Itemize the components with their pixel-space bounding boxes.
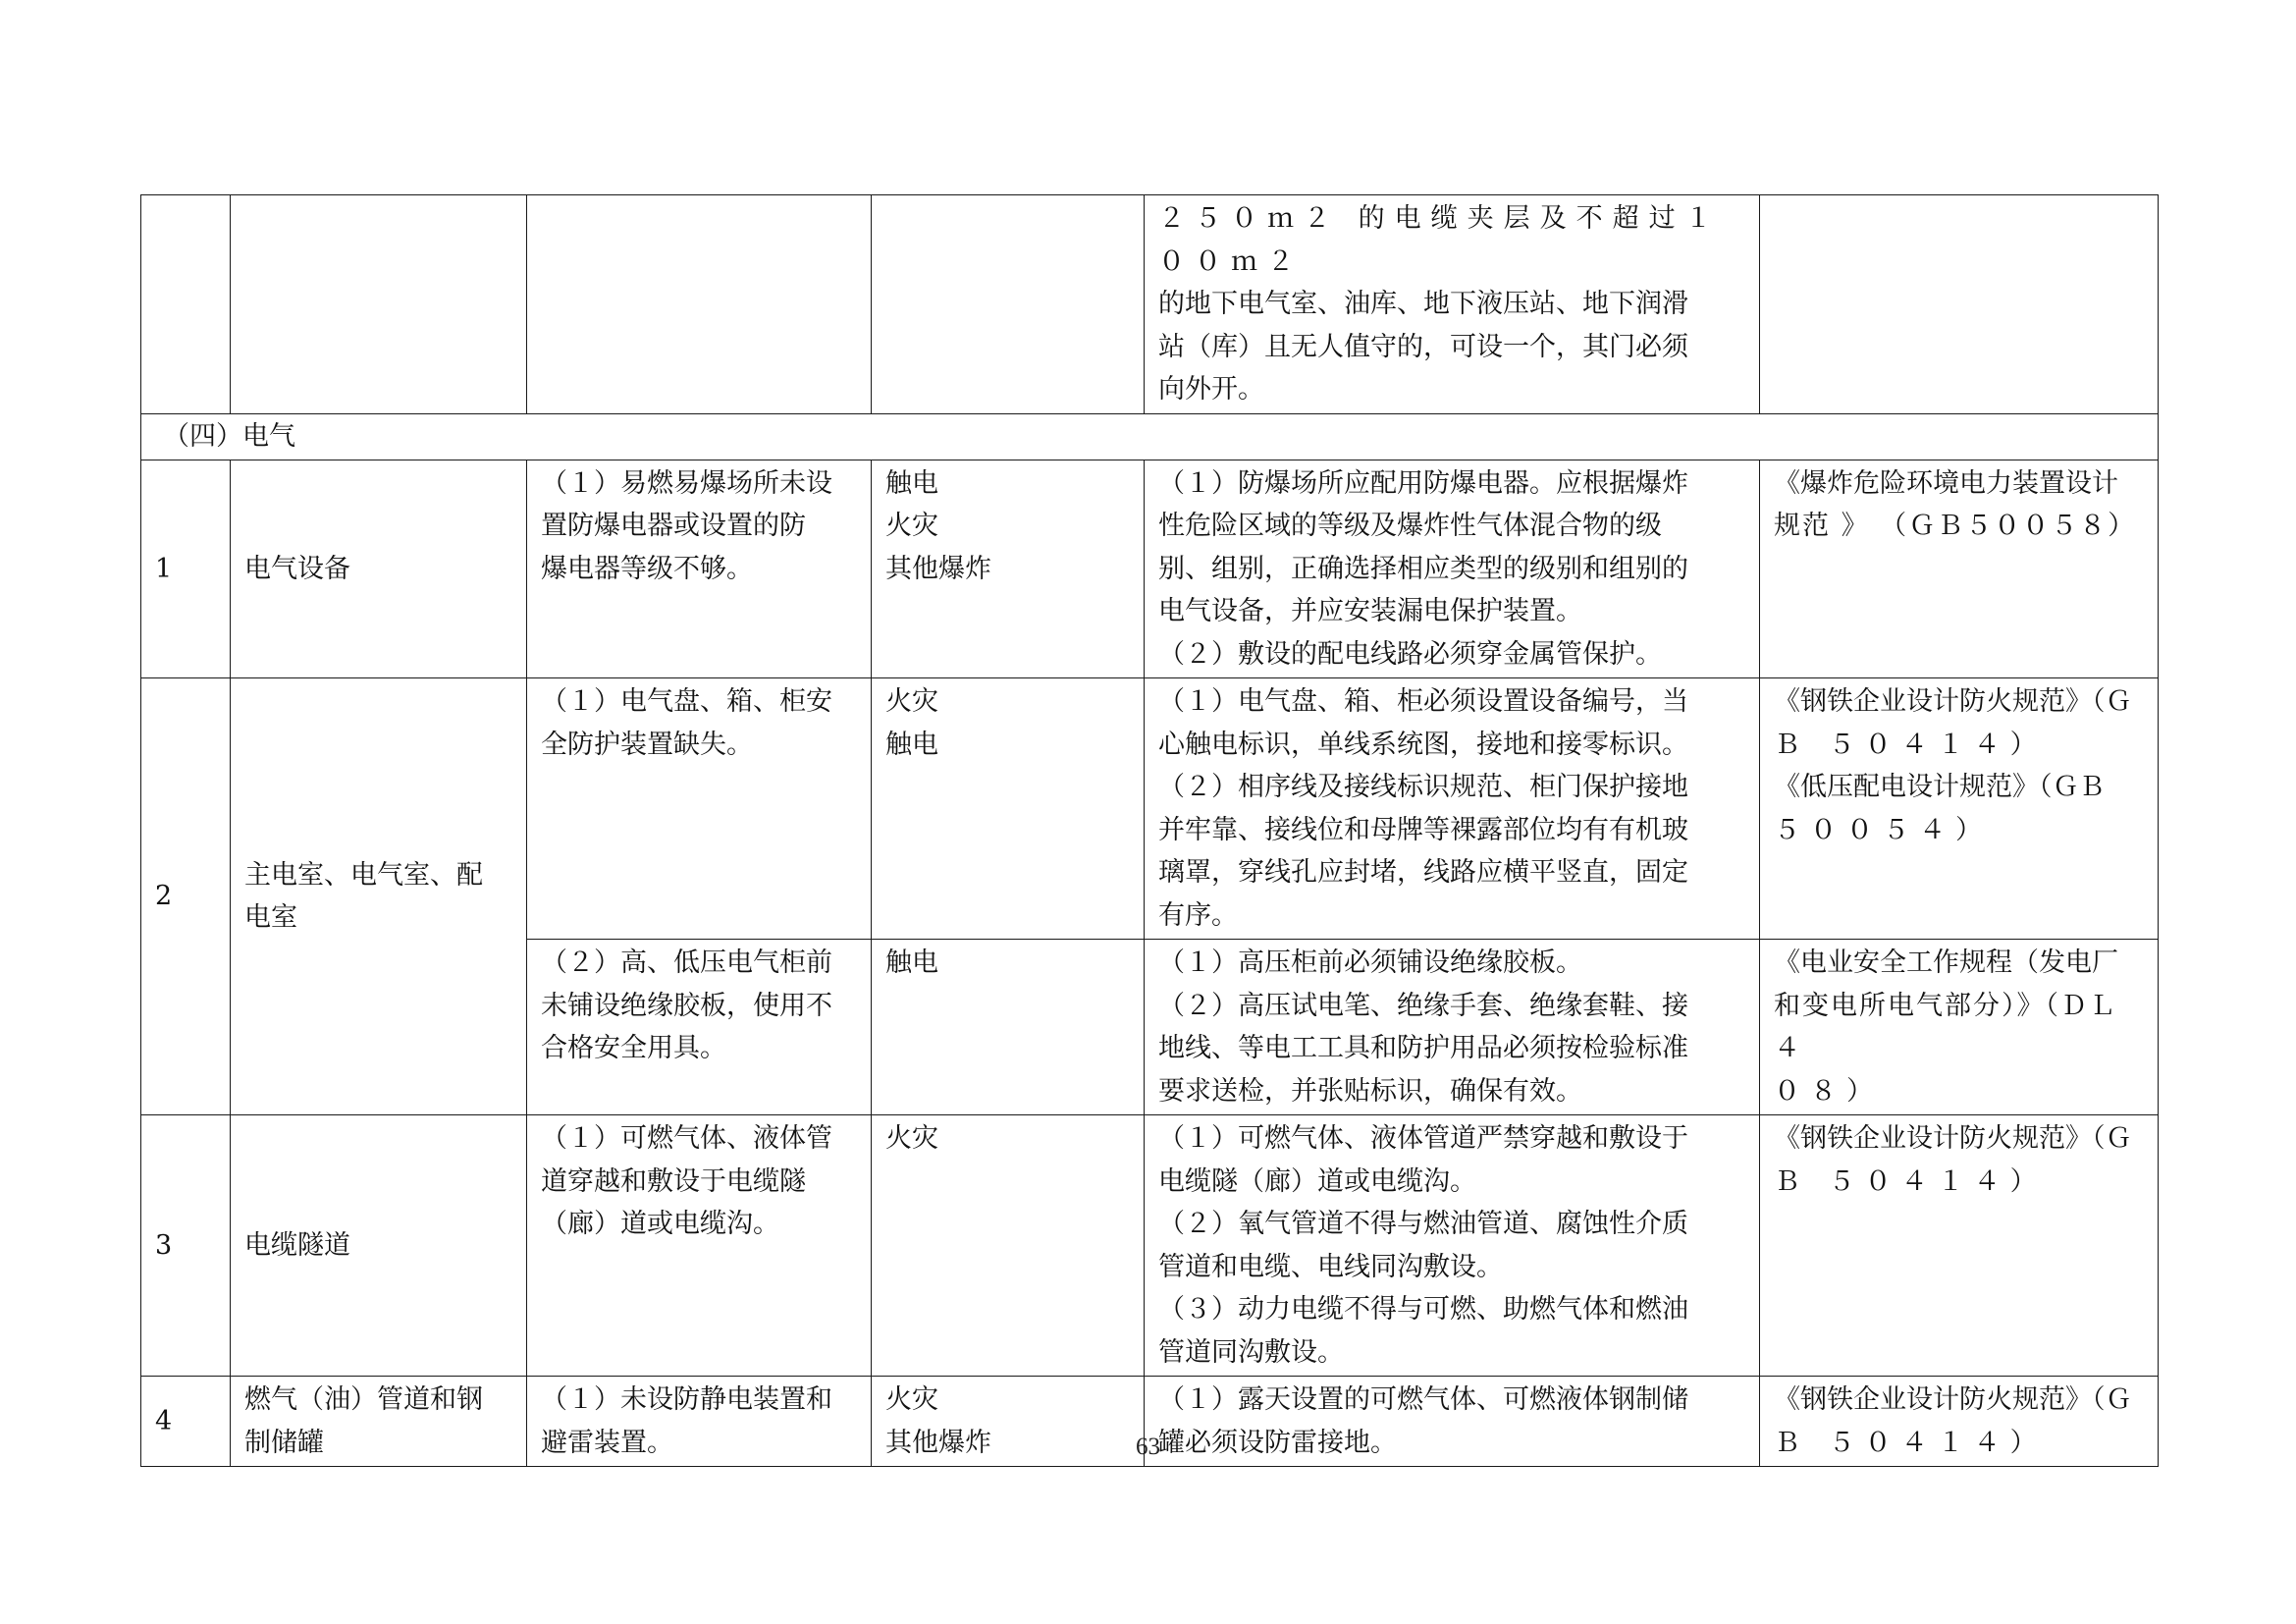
hazard-cell (872, 460, 1145, 678)
problem-line: 置防爆电器或设置的防 (541, 511, 806, 541)
cell-standard (1760, 195, 2159, 414)
standard-cell (1760, 460, 2159, 678)
problem-line: （廊）道或电缆沟。 (541, 1209, 779, 1239)
measures-cell (1145, 940, 1760, 1115)
table-row (141, 460, 2159, 678)
section-row (141, 413, 2159, 460)
problem-cell (527, 678, 872, 940)
standard-line: ０８） (1774, 1075, 1883, 1107)
measure-line: 别、组别，正确选择相应类型的级别和组别的 (1158, 553, 1688, 584)
measure-line: 电气设备，并应安装漏电保护装置。 (1158, 596, 1582, 626)
standard-line: Ｂ ５０４１４） (1774, 729, 2047, 760)
facility-name-line: 主电室、电气室、配 (244, 859, 483, 891)
measure-line: （２）敷设的配电线路必须穿金属管保护。 (1158, 638, 1662, 670)
measures-cell (1145, 460, 1760, 678)
problem-line: （１）易燃易爆场所未设 (541, 467, 832, 499)
measure-line: 心触电标识，单线系统图，接地和接零标识。 (1158, 729, 1688, 760)
hazard-cell (872, 1115, 1145, 1377)
measure-line: 向外开。 (1158, 374, 1264, 405)
measure-line: 电缆隧（廊）道或电缆沟。 (1158, 1165, 1476, 1197)
facility-name (231, 678, 527, 1115)
hazard-item: 火灾 (885, 1384, 938, 1415)
facility-name-line: 电气设备 (244, 553, 350, 584)
standard-line: 和变电所电气部分）》（ＤＬ ４ (1774, 990, 2117, 1063)
measure-line: 罐必须设防雷接地。 (1158, 1427, 1397, 1458)
measure-line: （２）氧气管道不得与燃油管道、腐蚀性介质 (1158, 1209, 1688, 1239)
problem-line: （１）可燃气体、液体管 (541, 1123, 832, 1154)
measure-line: 有序。 (1158, 899, 1238, 931)
measures-cell (1145, 1115, 1760, 1377)
page-number: 63 (1136, 1434, 1160, 1460)
standard-line: 《电业安全工作规程（发电厂 (1774, 947, 2118, 978)
cell-name (231, 195, 527, 414)
hazard-item: 触电 (885, 947, 938, 978)
measure-line: 站（库）且无人值守的，可设一个，其门必须 (1158, 331, 1688, 362)
measure-line: （２）高压试电笔、绝缘手套、绝缘套鞋、接 (1158, 990, 1688, 1021)
standard-line: 《钢铁企业设计防火规范》（Ｇ (1774, 1384, 2132, 1415)
measure-line: （１）防爆场所应配用防爆电器。应根据爆炸 (1158, 467, 1688, 499)
facility-name-line: 制储罐 (244, 1427, 324, 1458)
hazard-item: 火灾 (885, 1123, 938, 1154)
measure-line: 璃罩，穿线孔应封堵，线路应横平竖直，固定 (1158, 857, 1688, 888)
measure-line: 管道同沟敷设。 (1158, 1336, 1344, 1368)
problem-cell (527, 460, 872, 678)
hazard-table (140, 194, 2159, 1467)
measure-line: （１）露天设置的可燃气体、可燃液体钢制储 (1158, 1384, 1688, 1415)
measure-line: ２５０ｍ２ 的电缆夹层及不超过１００ｍ２ (1158, 203, 1722, 277)
measure-line: 性危险区域的等级及爆炸性气体混合物的级 (1158, 511, 1662, 541)
measure-line: （１）高压柜前必须铺设绝缘胶板。 (1158, 947, 1582, 978)
section-heading: （四）电气 (141, 413, 2159, 460)
measure-line: 地线、等电工工具和防护用品必须按检验标准 (1158, 1033, 1688, 1063)
table-row (141, 678, 2159, 940)
measure-line: （１）电气盘、箱、柜必须设置设备编号，当 (1158, 686, 1688, 717)
row-number: 3 (141, 1115, 231, 1377)
standard-line: 《钢铁企业设计防火规范》（Ｇ (1774, 1123, 2132, 1154)
facility-name (231, 1115, 527, 1377)
problem-line: 避雷装置。 (541, 1427, 673, 1458)
facility-name-line: 电缆隧道 (244, 1229, 350, 1261)
row-number: 2 (141, 678, 231, 1115)
cell-problem (527, 195, 872, 414)
standard-line: 《低压配电设计规范》（ＧＢ (1774, 772, 2106, 802)
cell-no (141, 195, 231, 414)
measures-cell (1145, 678, 1760, 940)
hazard-item: 触电 (885, 729, 938, 760)
measure-line: 管道和电缆、电线同沟敷设。 (1158, 1251, 1503, 1282)
standard-cell (1760, 678, 2159, 940)
problem-line: （１）未设防静电装置和 (541, 1384, 832, 1415)
measure-line: 并牢靠、接线位和母牌等裸露部位均有有机玻 (1158, 814, 1688, 845)
row-number: 1 (141, 460, 231, 678)
hazard-item: 火灾 (885, 686, 938, 717)
cell-hazard (872, 195, 1145, 414)
measure-line: 的地下电气室、油库、地下液压站、地下润滑 (1158, 289, 1688, 319)
hazard-item: 其他爆炸 (885, 553, 991, 584)
problem-line: 合格安全用具。 (541, 1033, 726, 1063)
standard-line: Ｂ ５０４１４） (1774, 1427, 2047, 1458)
facility-name (231, 460, 527, 678)
hazard-cell (872, 678, 1145, 940)
hazard-item: 其他爆炸 (885, 1427, 991, 1458)
measure-line: （２）相序线及接线标识规范、柜门保护接地 (1158, 772, 1688, 802)
standard-line: 《爆炸危险环境电力装置设计 (1774, 467, 2118, 499)
facility-name-line: 电室 (244, 902, 297, 933)
facility-name-line: 燃气（油）管道和钢 (244, 1384, 483, 1415)
standard-line: 《钢铁企业设计防火规范》（Ｇ (1774, 686, 2132, 717)
hazard-item: 触电 (885, 467, 938, 499)
measure-line: （１）可燃气体、液体管道严禁穿越和敷设于 (1158, 1123, 1688, 1154)
problem-line: 全防护装置缺失。 (541, 729, 753, 760)
problem-line: （１）电气盘、箱、柜安 (541, 686, 832, 717)
problem-line: 爆电器等级不够。 (541, 553, 753, 584)
hazard-item: 火灾 (885, 511, 938, 541)
standard-cell (1760, 1115, 2159, 1377)
measure-line: 要求送检，并张贴标识，确保有效。 (1158, 1075, 1582, 1107)
cell-measures (1145, 195, 1760, 414)
problem-cell (527, 940, 872, 1115)
row-number: 4 (141, 1377, 231, 1467)
standard-line: 规范 》 （ＧＢ５００５８） (1774, 511, 2137, 541)
problem-line: （２）高、低压电气柜前 (541, 947, 832, 978)
standard-line: ５００５４） (1774, 814, 1992, 845)
standard-line: Ｂ ５０４１４） (1774, 1165, 2047, 1197)
continuation-row (141, 195, 2159, 414)
measure-line: （３）动力电缆不得与可燃、助燃气体和燃油 (1158, 1294, 1688, 1325)
problem-line: 道穿越和敷设于电缆隧 (541, 1165, 806, 1197)
table-row (141, 1115, 2159, 1377)
standard-cell (1760, 940, 2159, 1115)
problem-line: 未铺设绝缘胶板，使用不 (541, 990, 832, 1021)
problem-cell (527, 1115, 872, 1377)
hazard-cell (872, 940, 1145, 1115)
